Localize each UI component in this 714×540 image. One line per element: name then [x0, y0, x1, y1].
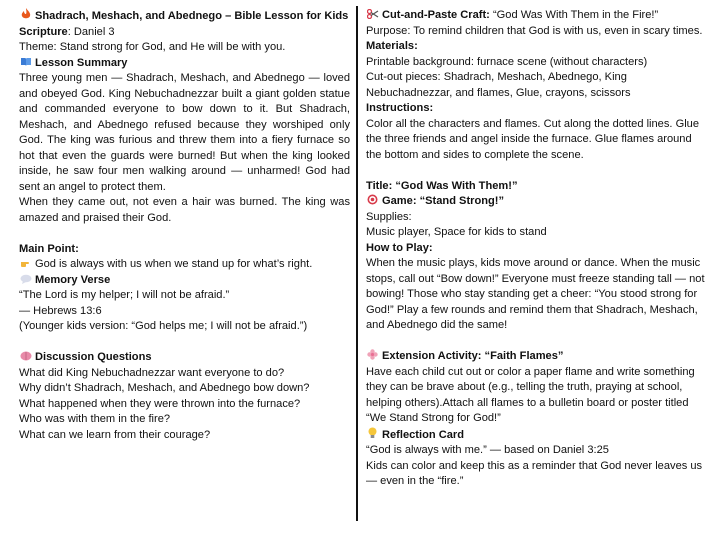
target-icon — [366, 194, 379, 210]
main-point-heading: Main Point: — [19, 242, 79, 255]
lightbulb-icon — [366, 427, 379, 444]
memory-younger: (Younger kids version: “God helps me; I will not be afraid.”) — [19, 320, 308, 332]
fire-icon — [19, 8, 32, 25]
materials-item: Printable background: furnace scene (without characters) — [366, 55, 648, 68]
extension-text: Have each child cut out or color a paper flame and write something they can be brave about (e.g., telling the truth, praying at school, helping others).Attach all flames to a bulletin board or poster titled “We Stand Strong for God!” — [366, 365, 695, 424]
supplies-text: Music player, Space for kids to stand — [366, 226, 547, 238]
left-column — [19, 8, 350, 443]
memory-quote: “The Lord is my helper; I will not be afraid.” — [19, 289, 230, 301]
theme-line: Theme: Stand strong for God, and He will be with you. — [19, 41, 286, 53]
reflection-text: Kids can color and keep this as a reminder that God never leaves us — even in the “fire.” — [366, 459, 703, 487]
main-point: God is always with us when we stand up for what’s right. — [19, 257, 350, 273]
memory-heading: Memory Verse — [19, 273, 350, 289]
question-item: What can we learn from their courage? — [19, 428, 211, 441]
summary-text: Three young men — Shadrach, Meshach, and Abednego — loved and obeyed God. King Nebuchadnezzar built a giant golden statue and commanded everyone to bow down to it. But Shadrach, Meshach, and Abednego refused because they worshiped only God. The king was furious and threw them into a fiery furnace so hot that even the guards were burned! But when the king looked inside, he saw four men walking around — unharmed! God had sent an angel to protect them. — [19, 72, 350, 193]
summary-text-2: When they came out, not even a hair was burned. The king was amazed and praised their God. — [19, 196, 350, 224]
pointing-hand-icon — [19, 257, 32, 273]
question-item: What did King Nebuchadnezzar want everyone to do? — [19, 366, 285, 379]
how-to-play-text: When the music plays, kids move around or dance. When the music stops, call out “Bow down!” Everyone must freeze standing tall — not bowing! Those who stay standing get a cheer: “You stood strong for God!” Play a few rounds and remind them that Shadrach, Meshach, and Abednego did the same! — [366, 257, 705, 331]
memory-ref: — Hebrews 13:6 — [19, 304, 102, 317]
extension-heading: Extension Activity: “Faith Flames” — [366, 349, 710, 365]
question-item: Who was with them in the fire? — [19, 413, 171, 425]
discussion-heading: Discussion Questions — [19, 350, 350, 366]
supplies-heading: Supplies: — [366, 210, 412, 223]
flower-icon — [366, 349, 379, 365]
reflection-quote: “God is always with me.” — based on Daniel 3:25 — [366, 444, 609, 456]
right-column — [366, 8, 710, 490]
materials-item: Cut-out pieces: Shadrach, Meshach, Abednego, King Nebuchadnezzar, and flames, Glue, crayons, scissors — [366, 71, 631, 99]
game-heading: Game: “Stand Strong!” — [366, 194, 710, 210]
instructions-text: Color all the characters and flames. Cut along the dotted lines. Glue the three friends and angel inside the furnace. Glue flames around the bottom and sides to complete the scene. — [366, 117, 699, 161]
instructions-heading: Instructions: — [366, 102, 434, 114]
title-line: Title: “God Was With Them!” — [366, 179, 518, 192]
how-to-play-heading: How to Play: — [366, 241, 433, 254]
scripture-line: Scripture: Daniel 3 — [19, 25, 115, 38]
craft-heading-line: Cut-and-Paste Craft: “God Was With Them in the Fire!” — [366, 8, 710, 24]
book-icon — [19, 56, 32, 72]
speech-bubble-icon — [19, 273, 32, 289]
lesson-title: Shadrach, Meshach, and Abednego – Bible Lesson for Kids — [19, 8, 350, 25]
materials-heading: Materials: — [366, 40, 418, 52]
reflection-heading: Reflection Card — [366, 427, 710, 444]
summary-heading: Lesson Summary — [19, 56, 350, 72]
purpose-text: Purpose: To remind children that God is with us, even in scary times. — [366, 24, 703, 37]
question-item: What happened when they were thrown into the furnace? — [19, 397, 301, 410]
scissors-icon — [366, 8, 379, 24]
column-divider — [356, 6, 358, 521]
question-item: Why didn’t Shadrach, Meshach, and Abednego bow down? — [19, 382, 310, 394]
brain-icon — [19, 350, 32, 366]
